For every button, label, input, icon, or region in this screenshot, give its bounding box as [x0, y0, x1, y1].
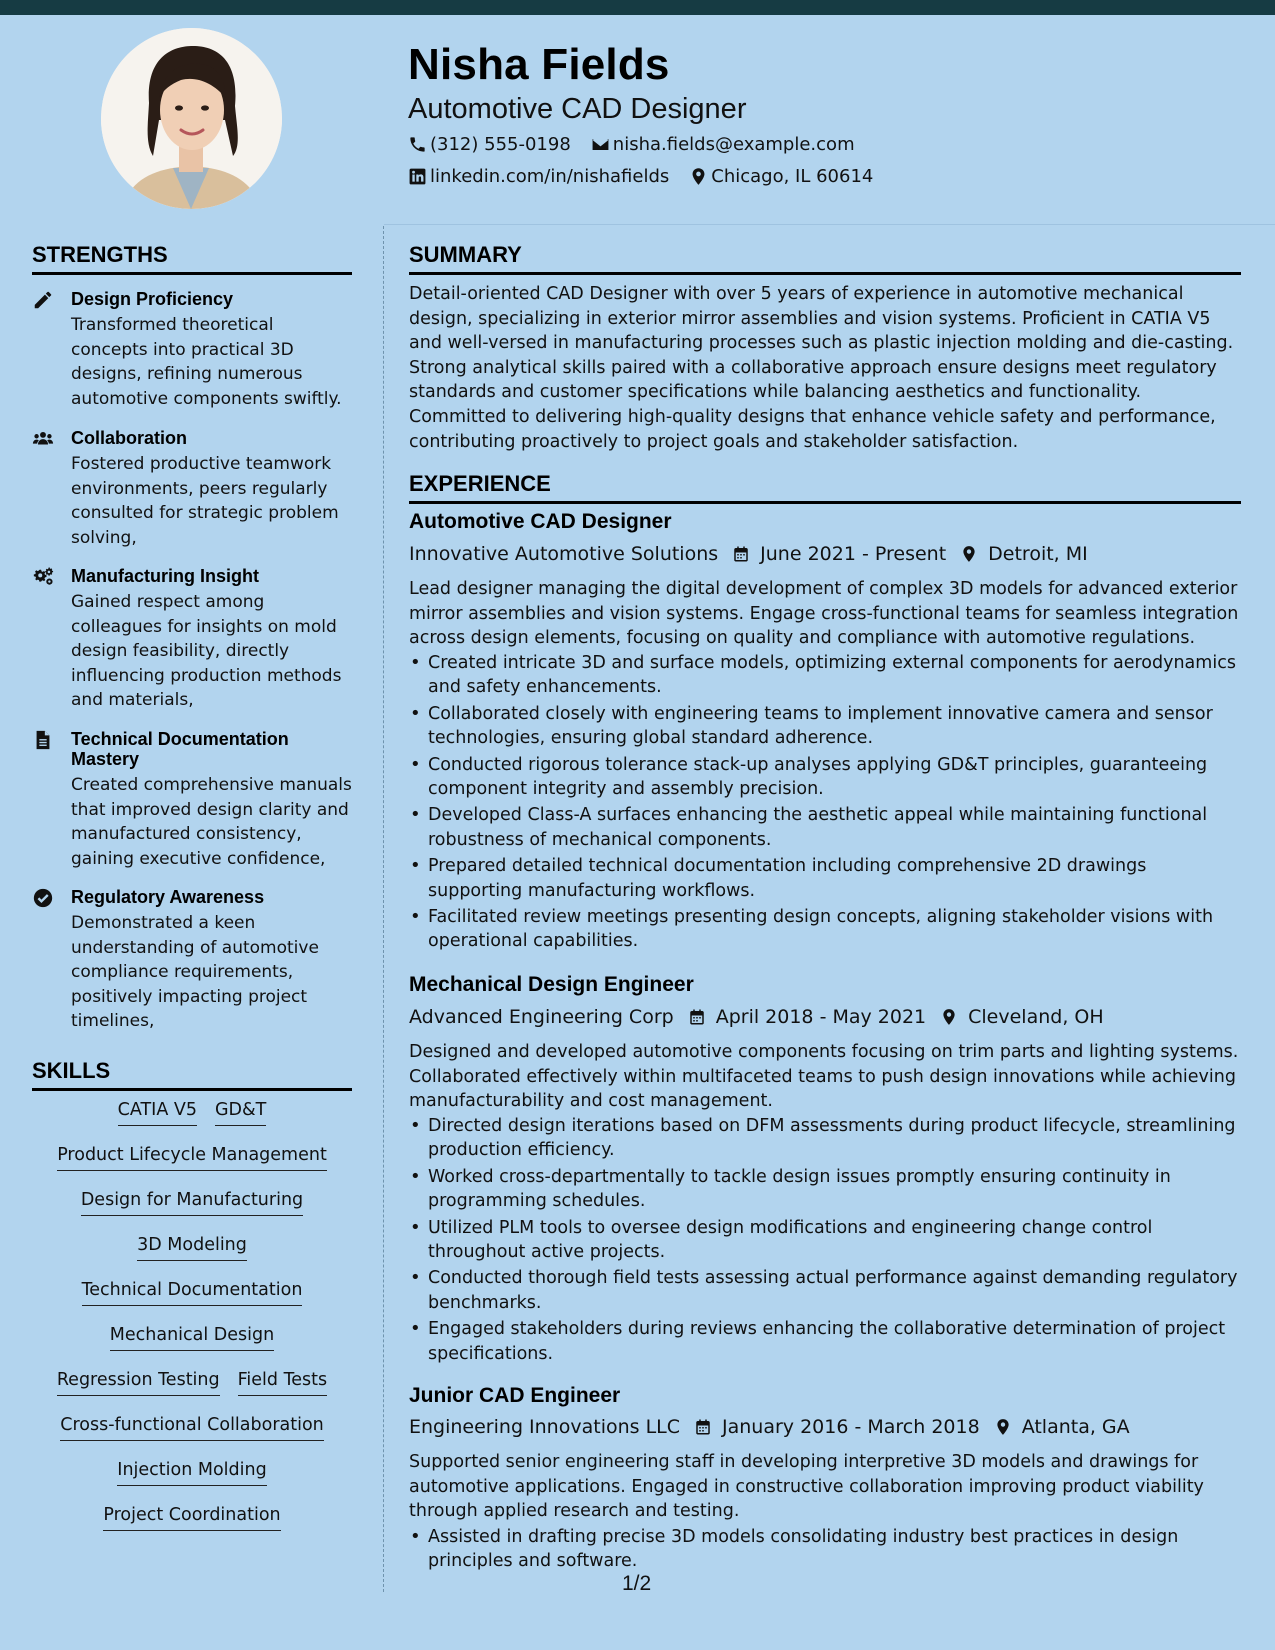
- skill-tag: CATIA V5: [118, 1098, 197, 1126]
- email-text: nisha.fields@example.com: [612, 134, 855, 155]
- list-item: • Created intricate 3D and surface models, optimizing external components for aerodynamics and safety enhancements.: [409, 651, 1241, 700]
- list-item: • Collaborated closely with engineering teams to implement innovative camera and sensor technologies, ensuring global standard adherence.: [409, 702, 1241, 751]
- skill-row: [32, 1188, 352, 1233]
- pencil-icon: [32, 289, 56, 313]
- contact-row-2: [408, 166, 873, 187]
- phone-icon: [408, 135, 427, 154]
- skill-row: [32, 1143, 352, 1188]
- strength-description: Fostered productive teamwork environments, peers regularly consulted for strategic problem solving,: [71, 454, 339, 548]
- contact-email[interactable]: [591, 134, 855, 155]
- page-number: 1/2: [622, 1572, 652, 1595]
- job-meta: [409, 1006, 1104, 1028]
- gears-icon: [32, 566, 56, 590]
- strength-item: [32, 428, 352, 550]
- calendar-icon: [688, 1007, 706, 1027]
- strength-item: [32, 566, 352, 713]
- skills-heading: SKILLS: [32, 1058, 352, 1091]
- job-title: Mechanical Design Engineer: [409, 973, 694, 996]
- job-dates: January 2016 - March 2018: [722, 1416, 980, 1438]
- strength-name: Collaboration: [71, 428, 187, 448]
- header-separator: [384, 224, 1275, 225]
- job-description: Lead designer managing the digital development of complex 3D models for advanced exterior mirror assemblies and vision systems. Engage cross-functional teams for seamless integration across design elements, focusing on quality and compliance with automotive regulations.: [409, 579, 1239, 649]
- skill-tag: Technical Documentation: [82, 1278, 303, 1306]
- strength-description: Gained respect among colleagues for insights on mold design feasibility, directly influencing production methods and materials,: [71, 592, 342, 710]
- list-item: • Directed design iterations based on DFM assessments during product lifecycle, streamlining production efficiency.: [409, 1114, 1241, 1163]
- column-divider: [383, 226, 384, 1592]
- skill-tag: 3D Modeling: [137, 1233, 247, 1261]
- strength-item: [32, 887, 352, 1034]
- list-item: • Assisted in drafting precise 3D models consolidating industry best practices in design principles and software.: [409, 1525, 1241, 1574]
- contact-row-1: [408, 134, 855, 155]
- calendar-icon: [732, 544, 750, 564]
- skill-tag: Design for Manufacturing: [81, 1188, 303, 1216]
- contact-linkedin[interactable]: [408, 166, 669, 187]
- job-description: Supported senior engineering staff in developing interpretive 3D models and drawings for automotive applications. Engaged in constructive collaboration improving product viability through applied research and testing.: [409, 1452, 1204, 1522]
- job-location: Detroit, MI: [988, 543, 1088, 565]
- skill-row: [32, 1278, 352, 1323]
- list-item: • Engaged stakeholders during reviews enhancing the collaborative determination of project specifications.: [409, 1317, 1241, 1366]
- strength-name: Manufacturing Insight: [71, 566, 259, 586]
- skill-tag: Project Coordination: [103, 1503, 280, 1531]
- skill-tag: Field Tests: [238, 1368, 328, 1396]
- phone-text: (312) 555-0198: [430, 134, 571, 155]
- skill-row: [32, 1458, 352, 1503]
- skill-row: [32, 1098, 352, 1143]
- job-title: Automotive CAD Designer: [409, 510, 672, 533]
- list-item: • Utilized PLM tools to oversee design modifications and engineering change control throughout active projects.: [409, 1216, 1241, 1265]
- skill-tag: Cross-functional Collaboration: [60, 1413, 324, 1441]
- job-bullets: [409, 1525, 1241, 1576]
- check-circle-icon: [32, 887, 56, 911]
- strength-description: Transformed theoretical concepts into practical 3D designs, refining numerous automotive components swiftly.: [71, 315, 342, 409]
- job-title: Junior CAD Engineer: [409, 1384, 621, 1407]
- contact-location: [689, 166, 873, 187]
- summary-heading: SUMMARY: [409, 242, 1241, 275]
- document-icon: [32, 729, 56, 753]
- summary-text: Detail-oriented CAD Designer with over 5 years of experience in automotive mechanical design, specializing in exterior mirror assemblies and vision systems. Proficient in CATIA V5 and well-versed in manufacturing processes such as plastic injection molding and die-casting. Strong analytical skills paired with a collaborative approach ensure designs meet regulatory standards and customer specifications while balancing aesthetics and functionality. Committed to delivering high-quality designs that enhance vehicle safety and performance, contributing proactively to project goals and stakeholder satisfaction.: [409, 284, 1234, 452]
- job-meta: [409, 543, 1088, 565]
- linkedin-icon: [408, 167, 427, 186]
- job-location: Cleveland, OH: [968, 1006, 1104, 1028]
- strength-item: [32, 729, 352, 871]
- skill-tag: Regression Testing: [57, 1368, 220, 1396]
- job-company: Advanced Engineering Corp: [409, 1006, 674, 1028]
- skill-row: [32, 1368, 352, 1413]
- list-item: • Developed Class-A surfaces enhancing the aesthetic appeal while maintaining functional robustness of mechanical components.: [409, 803, 1241, 852]
- strength-description: Created comprehensive manuals that improved design clarity and manufactured consistency, gaining executive confidence,: [71, 775, 352, 869]
- envelope-icon: [591, 135, 610, 154]
- portrait-illustration: [101, 28, 282, 209]
- skill-row: [32, 1233, 352, 1278]
- skill-tag: Injection Molding: [117, 1458, 266, 1486]
- strengths-heading: STRENGTHS: [32, 242, 352, 275]
- skill-row: [32, 1413, 352, 1458]
- skill-row: [32, 1323, 352, 1368]
- job-bullets: [409, 1114, 1241, 1368]
- candidate-name: Nisha Fields: [408, 40, 670, 89]
- skill-tag: Product Lifecycle Management: [57, 1143, 327, 1171]
- calendar-icon: [694, 1417, 712, 1437]
- job-dates: April 2018 - May 2021: [715, 1006, 927, 1028]
- job-company: Innovative Automotive Solutions: [409, 543, 719, 565]
- location-text: Chicago, IL 60614: [711, 166, 874, 187]
- skill-tag: GD&T: [215, 1098, 266, 1126]
- job-company: Engineering Innovations LLC: [409, 1416, 681, 1438]
- strength-name: Design Proficiency: [71, 289, 234, 309]
- job-meta: [409, 1416, 1130, 1438]
- skill-tag: Mechanical Design: [110, 1323, 274, 1351]
- top-accent-bar: [0, 0, 1275, 15]
- skill-row: [32, 1503, 352, 1548]
- list-item: • Conducted thorough field tests assessing actual performance against demanding regulatory benchmarks.: [409, 1266, 1241, 1315]
- experience-heading: EXPERIENCE: [409, 471, 1241, 504]
- list-item: • Conducted rigorous tolerance stack-up analyses applying GD&T principles, guaranteeing component integrity and assembly precision.: [409, 753, 1241, 802]
- strength-item: [32, 289, 352, 411]
- profile-photo: [101, 28, 282, 209]
- map-pin-icon: [994, 1417, 1012, 1437]
- map-pin-icon: [960, 544, 978, 564]
- linkedin-text: linkedin.com/in/nishafields: [430, 166, 670, 187]
- strength-name: Technical Documentation Mastery: [71, 729, 289, 769]
- job-bullets: [409, 651, 1241, 956]
- candidate-title: Automotive CAD Designer: [408, 93, 747, 125]
- contact-phone[interactable]: [408, 134, 571, 155]
- list-item: • Facilitated review meetings presenting design concepts, aligning stakeholder visions with operational capabilities.: [409, 905, 1241, 954]
- strength-name: Regulatory Awareness: [71, 887, 265, 907]
- list-item: • Worked cross-departmentally to tackle design issues promptly ensuring continuity in programming schedules.: [409, 1165, 1241, 1214]
- skills-list: [32, 1098, 352, 1548]
- job-dates: June 2021 - Present: [760, 543, 947, 565]
- job-location: Atlanta, GA: [1021, 1416, 1130, 1438]
- job-description: Designed and developed automotive components focusing on trim parts and lighting systems. Collaborated effectively within multifaceted teams to push design innovations while achieving manufacturability and cost management.: [409, 1042, 1239, 1112]
- users-icon: [32, 428, 56, 452]
- strength-description: Demonstrated a keen understanding of automotive compliance requirements, positively impacting project timelines,: [71, 913, 319, 1031]
- map-pin-icon: [940, 1007, 958, 1027]
- list-item: • Prepared detailed technical documentation including comprehensive 2D drawings supporting manufacturing workflows.: [409, 854, 1241, 903]
- map-pin-icon: [689, 167, 708, 186]
